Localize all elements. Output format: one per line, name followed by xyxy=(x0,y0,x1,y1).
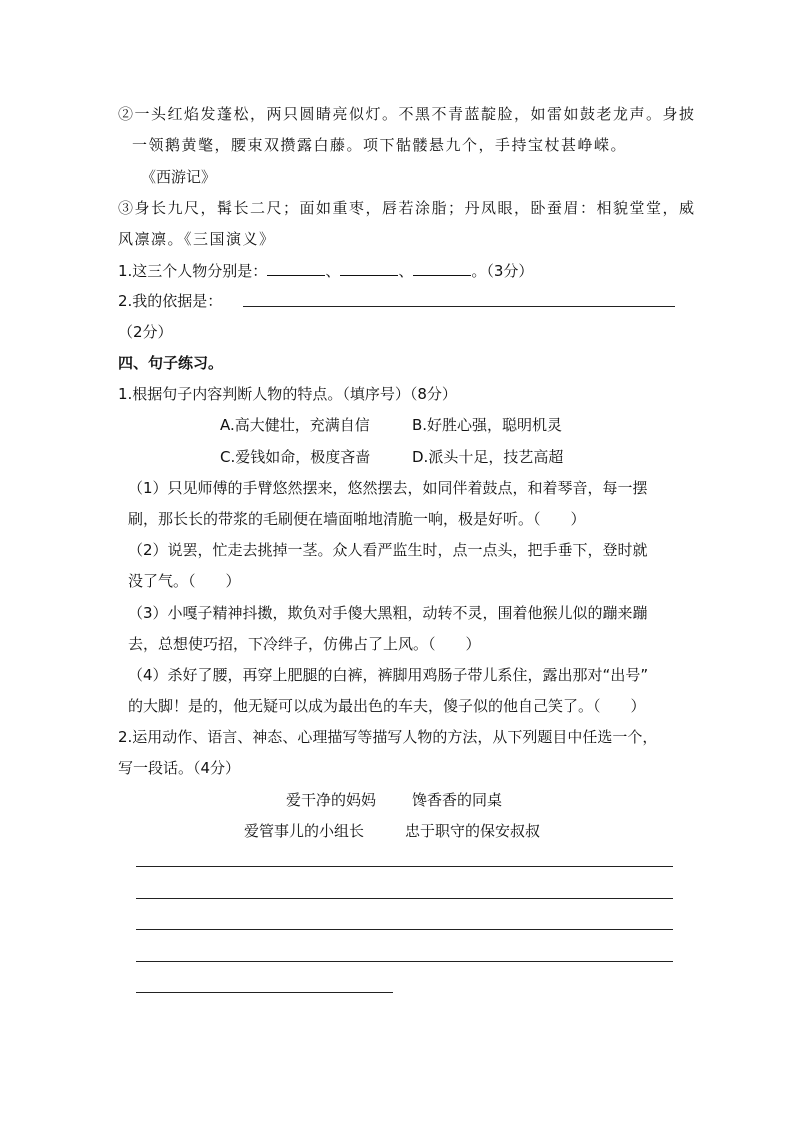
separator-1: 、 xyxy=(325,262,341,280)
passage-item-3-line-1: ③身长九尺，髯长二尺；面如重枣，唇若涂脂；丹凤眼，卧蚕眉：相貌堂堂，威 xyxy=(118,199,696,217)
question-2-score: （2分） xyxy=(118,323,173,341)
sentence-2-line-2: 没了气。（ ） xyxy=(128,572,241,590)
writing-line-3[interactable] xyxy=(136,929,673,930)
sentence-2-line-1: （2）说罢，忙走去挑掉一茎。众人看严监生时，点一点头，把手垂下，登时就 xyxy=(128,541,648,559)
question-1-characters xyxy=(118,259,533,281)
option-c: C.爱钱如命，极度吝啬 xyxy=(220,448,371,466)
writing-line-2[interactable] xyxy=(136,898,673,899)
passage-item-2-line-1: ②一头红焰发蓬松，两只圆睛亮似灯。不黑不青蓝靛脸，如雷如鼓老龙声。身披 xyxy=(118,105,696,123)
topic-1: 爱干净的妈妈 xyxy=(286,791,377,809)
passage-item-2-line-2: 一领鹅黄氅，腰束双攒露白藤。项下骷髅悬九个，手持宝杖甚峥嵘。 xyxy=(132,136,628,154)
topic-2: 馋香香的同桌 xyxy=(412,791,503,809)
sentence-4-line-2: 的大脚！是的，他无疑可以成为最出色的车夫，傻子似的他自己笑了。（ ） xyxy=(128,697,646,715)
option-d: D.派头十足，技艺高超 xyxy=(412,448,564,466)
sentence-3-line-2: 去，总想使巧招，下冷绊子，仿佛占了上风。（ ） xyxy=(128,635,481,653)
answer-blank-2[interactable] xyxy=(340,259,398,276)
writing-line-5[interactable] xyxy=(136,992,393,993)
question-1-prefix: 1.这三个人物分别是： xyxy=(118,262,268,280)
passage-item-2-source: 《西游记》 xyxy=(141,168,217,186)
question-2-basis: 2.我的依据是： xyxy=(118,292,223,310)
writing-line-1[interactable] xyxy=(136,866,673,867)
sentence-1-line-1: （1）只见师傅的手臂悠然摆来，悠然摆去，如同伴着鼓点，和着琴音，每一摆 xyxy=(128,479,648,497)
writing-line-4[interactable] xyxy=(136,961,673,962)
sentence-1-line-2: 刷，那长长的带浆的毛刷便在墙面啪地清脆一响，极是好听。（ ） xyxy=(128,510,586,528)
section-4-question-2-line-2: 写一段话。（4分） xyxy=(118,759,241,777)
section-4-question-1: 1.根据句子内容判断人物的特点。（填序号）（8分） xyxy=(118,385,457,403)
option-b: B.好胜心强，聪明机灵 xyxy=(412,416,563,434)
answer-line-basis[interactable] xyxy=(243,306,675,307)
section-4-heading: 四、句子练习。 xyxy=(118,354,224,372)
answer-blank-3[interactable] xyxy=(413,259,471,276)
answer-blank-1[interactable] xyxy=(267,259,325,276)
topic-4: 忠于职守的保安叔叔 xyxy=(405,822,541,840)
section-4-question-2-line-1: 2.运用动作、语言、神态、心理描写等描写人物的方法，从下列题目中任选一个， xyxy=(118,728,658,746)
sentence-4-line-1: （4）杀好了腰，再穿上肥腿的白裤，裤脚用鸡肠子带儿系住，露出那对“出号” xyxy=(128,666,649,684)
topic-3: 爱管事儿的小组长 xyxy=(244,822,365,840)
passage-item-3-line-2: 风凛凛。《三国演义》 xyxy=(118,230,276,248)
option-a: A.高大健壮，充满自信 xyxy=(220,416,370,434)
separator-2: 、 xyxy=(398,262,414,280)
sentence-3-line-1: （3）小嘎子精神抖擞，欺负对手傻大黑粗，动转不灵，围着他猴儿似的蹦来蹦 xyxy=(128,604,648,622)
question-1-suffix: 。（3分） xyxy=(471,262,534,280)
